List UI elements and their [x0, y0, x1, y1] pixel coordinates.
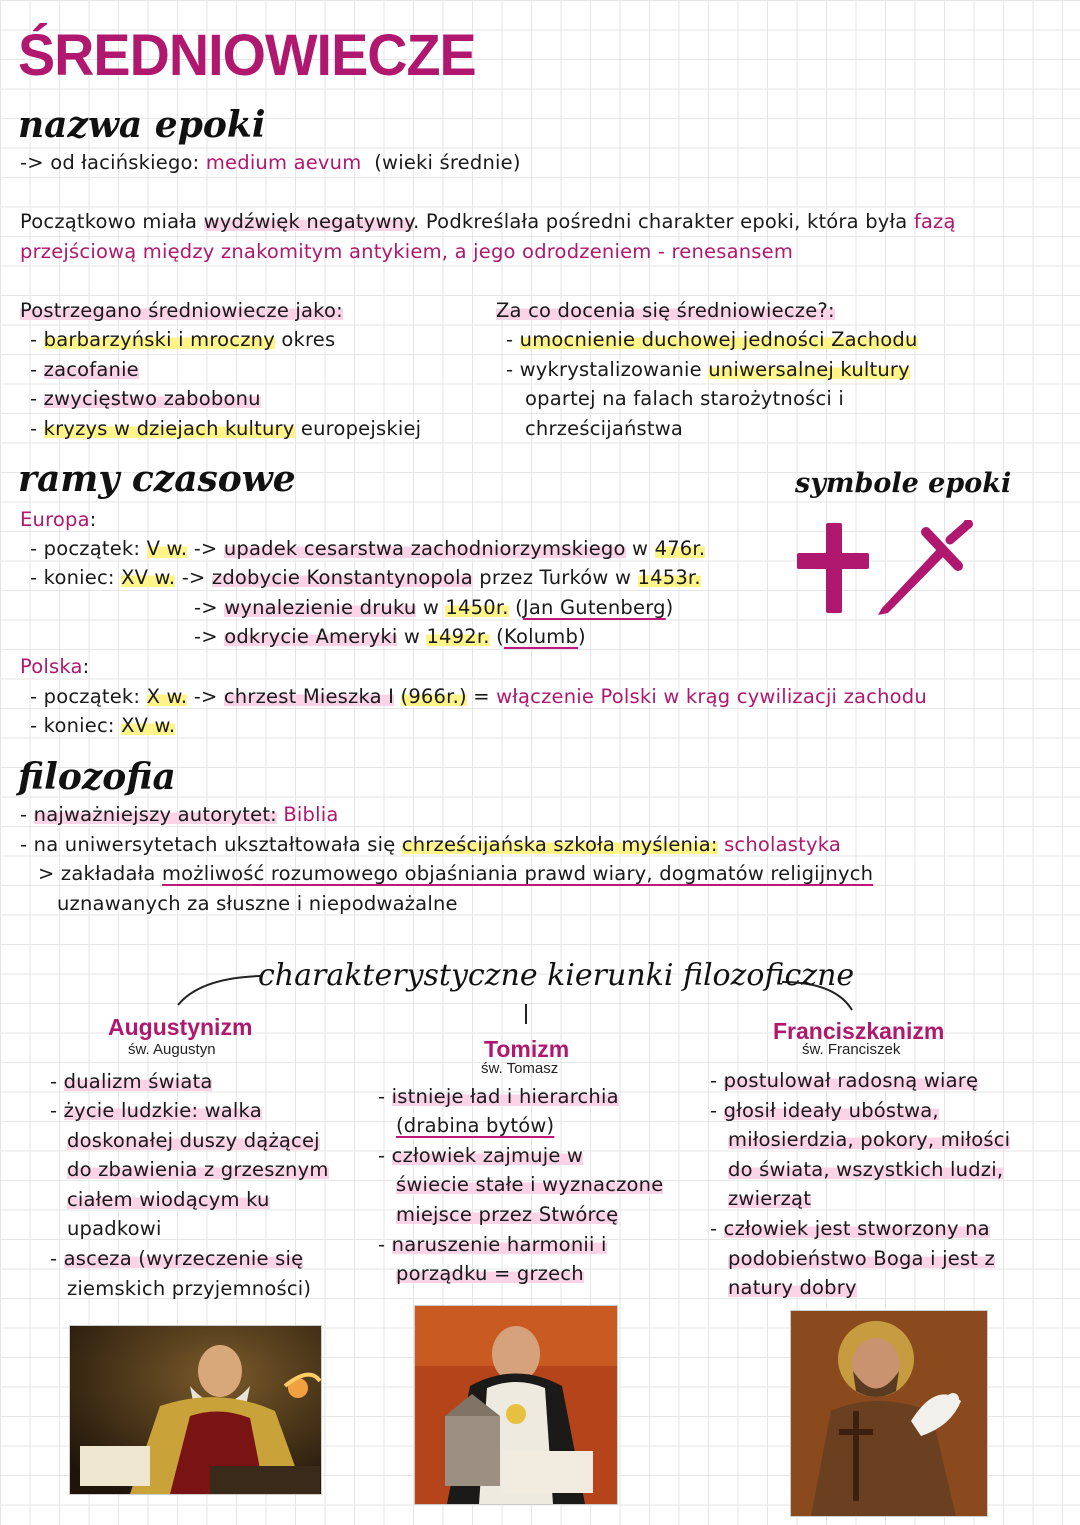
europe-label: Europa: — [20, 508, 97, 531]
text: świecie stałe i wyznaczone — [396, 1173, 664, 1196]
person: Kolumb — [503, 625, 579, 648]
text: początek: — [43, 685, 141, 708]
text: porządku = grzech — [396, 1262, 584, 1285]
text: chrzest Mieszka I — [223, 685, 395, 708]
text: zdobycie Konstantynopola — [211, 566, 473, 589]
text: koniec: — [43, 714, 115, 737]
text: włączenie Polski w krąg cywilizacji zachodu — [496, 685, 927, 708]
portrait-francis — [790, 1310, 988, 1517]
francis-painting-icon — [791, 1311, 987, 1516]
text: postulował radosną wiarę — [723, 1069, 979, 1092]
text: barbarzyński i mroczny — [43, 328, 275, 351]
text: chrześcijańska szkoła myślenia: — [401, 833, 718, 856]
text: V w. — [146, 537, 188, 560]
text: zwycięstwo zabobonu — [43, 387, 261, 410]
augustinism-item — [50, 1244, 303, 1274]
highlight: wydźwięk negatywny — [203, 210, 414, 233]
dash: - — [506, 358, 514, 381]
dash: - — [378, 1233, 386, 1256]
sword-icon — [878, 520, 973, 615]
dash: - — [50, 1099, 58, 1122]
dash: - — [710, 1069, 718, 1092]
thomism-item — [378, 1082, 619, 1112]
text: miejsce przez Stwórcę — [396, 1203, 619, 1226]
text: XV w. — [121, 566, 176, 589]
augustinism-item-cont: upadkowi — [67, 1217, 162, 1240]
text: 476r. — [654, 537, 706, 560]
portrait-thomas — [414, 1305, 618, 1505]
text: najważniejszy autorytet: — [33, 803, 277, 826]
poland-start: - początek: X w. -> chrzest Mieszka I (966r.) = włączenie Polski w krąg cywilizacji zachodu — [30, 685, 927, 708]
dash: - — [378, 1085, 386, 1108]
philosophy-line — [20, 800, 339, 830]
perceived-item — [30, 414, 421, 444]
thomism-item — [378, 1230, 607, 1260]
text: dualizm świata — [63, 1070, 213, 1093]
dash: - — [30, 566, 38, 589]
section-heading-ramy: ramy czasowe — [18, 458, 296, 500]
text: głosił ideały ubóstwa, — [723, 1099, 939, 1122]
appreciated-item-cont: opartej na falach starożytności i — [525, 387, 844, 410]
thomism-item-cont — [396, 1259, 584, 1289]
text: Początkowo miała — [20, 210, 198, 233]
portrait-augustine — [69, 1325, 322, 1495]
text: koniec: — [43, 566, 115, 589]
dash: - — [50, 1247, 58, 1270]
text: od łacińskiego: — [50, 151, 200, 174]
franciscanism-saint: św. Franciszek — [802, 1041, 901, 1058]
section-heading-filozofia: filozofia — [18, 756, 176, 798]
text: Biblia — [283, 803, 339, 826]
dash: - — [378, 1144, 386, 1167]
augustinism-saint: św. Augustyn — [128, 1041, 216, 1058]
augustinism-item-cont: ziemskich przyjemności) — [67, 1277, 312, 1300]
text: XV w. — [121, 714, 176, 737]
poland-end — [30, 711, 175, 741]
franciscanism-item-cont — [728, 1155, 1003, 1185]
europe-end-2: -> wynalezienie druku w 1450r. (Jan Gutenberg) — [194, 596, 674, 619]
augustinism-item — [50, 1096, 262, 1126]
dash: - — [30, 328, 38, 351]
text: na uniwersytetach ukształtowała się — [33, 833, 396, 856]
text: w — [632, 537, 649, 560]
thomism-item-cont — [396, 1200, 618, 1230]
dash: - — [30, 358, 38, 381]
symbols-heading: symbole epoki — [795, 468, 1012, 499]
text: . Podkreślała pośredni charakter epoki, która była — [413, 210, 908, 233]
text: człowiek jest stworzony na — [723, 1217, 990, 1240]
text: 1492r. — [426, 625, 490, 648]
text: do zbawienia z grzesznym — [67, 1158, 329, 1181]
page-title: ŚREDNIOWIECZE — [18, 23, 476, 88]
philosophy-line — [20, 830, 841, 860]
text: podobieństwo Boga i jest z — [728, 1247, 995, 1270]
text: wykrystalizowanie — [519, 358, 702, 381]
text: zwierząt — [728, 1187, 812, 1210]
text: miłosierdzia, pokory, miłości — [728, 1128, 1011, 1151]
europe-end-3: -> odkrycie Ameryki w 1492r. (Kolumb) — [194, 625, 586, 648]
perceived-item — [30, 355, 139, 385]
text: odkrycie Ameryki — [224, 625, 398, 648]
text: w — [403, 625, 421, 648]
augustinism-item-cont — [67, 1185, 270, 1215]
perceived-heading — [20, 296, 343, 326]
text: początek: — [43, 537, 141, 560]
dash: - — [30, 387, 38, 410]
text: 1450r. — [445, 596, 509, 619]
dash: - — [50, 1070, 58, 1093]
text: okres — [281, 328, 336, 351]
dash: - — [30, 685, 38, 708]
text: 1453r. — [637, 566, 701, 589]
thomism-title: Tomizm — [484, 1036, 570, 1062]
latin-term: medium aevum — [205, 151, 362, 174]
europe-start: - początek: V w. -> upadek cesarstwa zachodniorzymskiego w 476r. — [30, 537, 706, 560]
intro-line-2: przejściową między znakomitym antykiem, a jego odrodzeniem - renesansem — [20, 240, 794, 263]
dash: - — [30, 714, 38, 737]
perceived-item — [30, 384, 261, 414]
section-heading-nazwa: nazwa epoki — [18, 104, 266, 146]
europe-end: - koniec: XV w. -> zdobycie Konstantynopola przez Turków w 1453r. — [30, 566, 701, 589]
text: asceza (wyrzeczenie się — [63, 1247, 304, 1270]
appreciated-heading — [496, 296, 835, 326]
text: upadek cesarstwa zachodniorzymskiego — [223, 537, 626, 560]
text: natury dobry — [728, 1276, 857, 1299]
text: europejskiej — [300, 417, 422, 440]
franciscanism-item-cont — [728, 1184, 811, 1214]
translation: (wieki średnie) — [374, 151, 521, 174]
philosophy-line — [38, 859, 873, 889]
dash: - — [30, 417, 38, 440]
thomism-item-cont — [396, 1170, 663, 1200]
franciscanism-item — [710, 1214, 990, 1244]
text: przez Turków w — [479, 566, 632, 589]
appreciated-item — [506, 325, 918, 355]
text: umocnienie duchowej jedności Zachodu — [519, 328, 918, 351]
augustinism-title: Augustynizm — [108, 1014, 253, 1040]
appreciated-item-cont: chrześcijaństwa — [525, 417, 684, 440]
text: człowiek zajmuje w — [391, 1144, 584, 1167]
epoch-symbols — [790, 520, 980, 620]
augustinism-item-cont — [67, 1126, 320, 1156]
text: wynalezienie druku — [224, 596, 417, 619]
text: możliwość rozumowego objaśniania prawd wiary, dogmatów religijnych — [161, 862, 874, 885]
text: istnieje ład i hierarchia — [391, 1085, 619, 1108]
augustinism-item-cont — [67, 1155, 329, 1185]
poland-label: Polska: — [20, 655, 90, 678]
dash: - — [710, 1099, 718, 1122]
franciscanism-item-cont — [728, 1125, 1010, 1155]
text: Polska — [20, 655, 83, 678]
intro-line-1 — [20, 207, 956, 237]
franciscanism-title: Franciszkanizm — [773, 1018, 945, 1044]
perceived-item — [30, 325, 335, 355]
thomism-saint: św. Tomasz — [481, 1060, 559, 1077]
cross-icon — [797, 523, 869, 613]
text: (drabina bytów) — [396, 1114, 555, 1137]
text: ciałem wiodącym ku — [67, 1188, 270, 1211]
dash: - — [506, 328, 514, 351]
text: > zakładała — [38, 862, 156, 885]
thomism-item-cont — [396, 1111, 554, 1141]
text: w — [422, 596, 439, 619]
text: Europa — [20, 508, 90, 531]
text: = — [473, 685, 490, 708]
franciscanism-item-cont — [728, 1273, 857, 1303]
dash: - — [30, 537, 38, 560]
augustine-painting-icon — [70, 1326, 321, 1494]
text: kryzys w dziejach kultury — [43, 417, 295, 440]
text: doskonałej duszy dążącej — [67, 1129, 320, 1152]
thomas-painting-icon — [415, 1306, 617, 1504]
franciscanism-item — [710, 1066, 978, 1096]
directions-heading: charakterystyczne kierunki filozoficzne — [258, 958, 855, 993]
appreciated-item — [506, 355, 910, 385]
franciscanism-item-cont — [728, 1244, 995, 1274]
augustinism-item — [50, 1067, 212, 1097]
text: do świata, wszystkich ludzi, — [728, 1158, 1004, 1181]
dash: - — [20, 803, 28, 826]
text: Za co docenia się średniowiecze?: — [496, 299, 835, 322]
text: X w. — [146, 685, 188, 708]
thomism-item — [378, 1141, 583, 1171]
text: uniwersalnej kultury — [708, 358, 910, 381]
text: Postrzegano średniowiecze jako: — [20, 299, 343, 322]
franciscanism-item — [710, 1096, 939, 1126]
text: naruszenie harmonii i — [391, 1233, 607, 1256]
text: fazą — [913, 210, 956, 233]
philosophy-line: uznawanych za słuszne i niepodważalne — [57, 892, 458, 915]
text: (966r.) — [400, 685, 467, 708]
arrow: -> — [20, 151, 44, 174]
text: życie ludzkie: walka — [63, 1099, 262, 1122]
text: scholastyka — [724, 833, 842, 856]
text: zacofanie — [43, 358, 139, 381]
nazwa-line — [20, 148, 521, 178]
person: Jan Gutenberg — [522, 596, 666, 619]
dash: - — [710, 1217, 718, 1240]
dash: - — [20, 833, 28, 856]
